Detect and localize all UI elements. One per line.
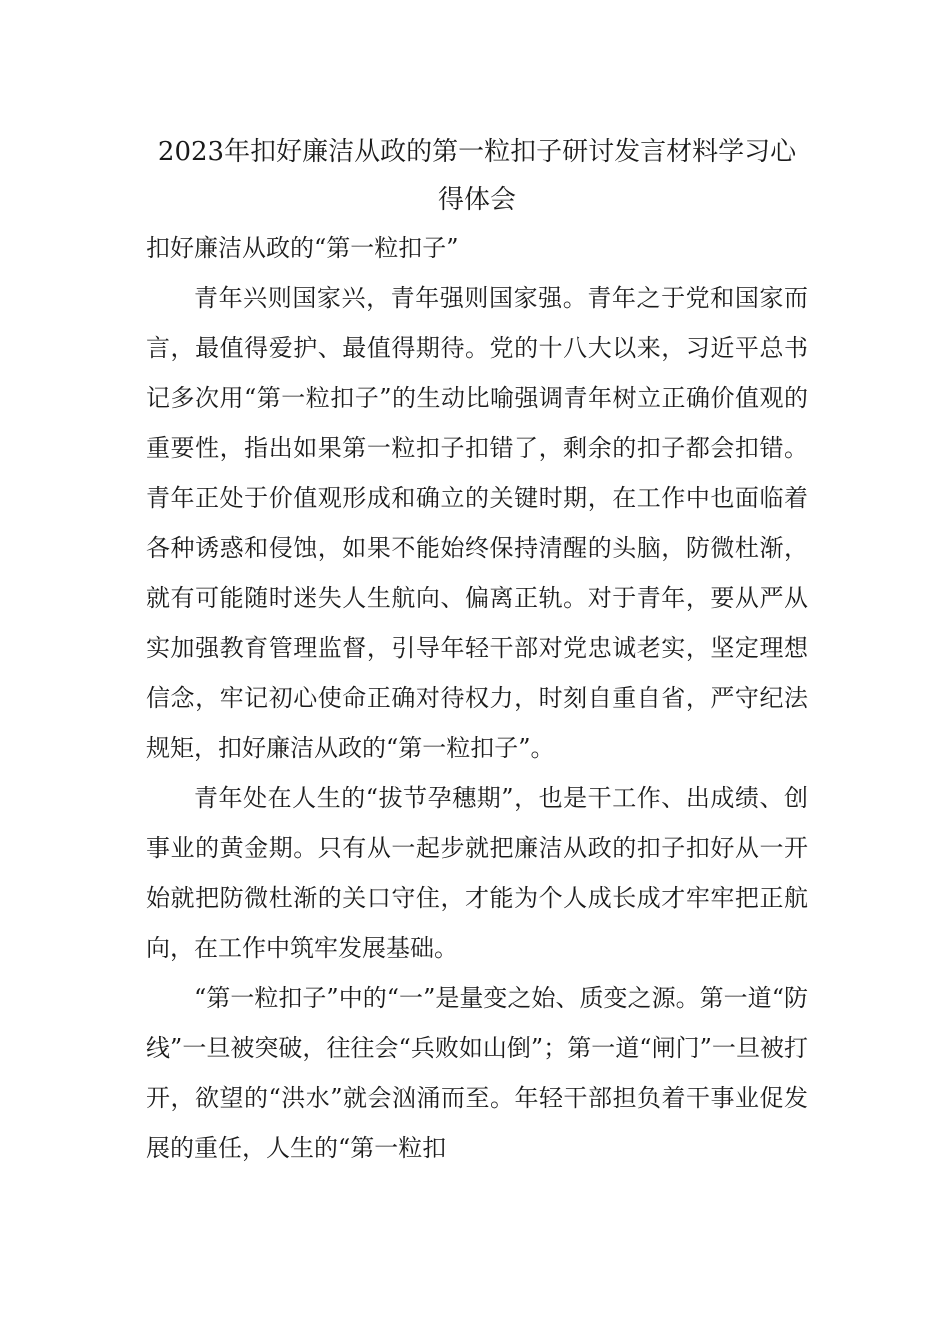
document-subtitle: 扣好廉洁从政的“第一粒扣子” — [146, 234, 459, 262]
paragraph-3: “第一粒扣子”中的“一”是量变之始、质变之源。第一道“防线”一旦被突破，往往会“兵败如山倒”；第一道“闸门”一旦被打开，欲望的“洪水”就会汹涌而至。年轻干部担负着干事业促发展的重任，人生的“第一粒扣 — [146, 984, 808, 1162]
paragraph-2: 青年处在人生的“拔节孕穗期”，也是干工作、出成绩、创事业的黄金期。只有从一起步就把廉洁从政的扣子扣好从一开始就把防微杜渐的关口守住，才能为个人成长成才牢牢把正航向，在工作中筑牢发展基础。 — [146, 784, 808, 962]
document-title: 2023年扣好廉洁从政的第一粒扣子研讨发言材料学习心得体会 — [157, 137, 797, 215]
paragraph-1: 青年兴则国家兴，青年强则国家强。青年之于党和国家而言，最值得爱护、最值得期待。党的十八大以来，习近平总书记多次用“第一粒扣子”的生动比喻强调青年树立正确价值观的重要性，指出如果第一粒扣子扣错了，剩余的扣子都会扣错。青年正处于价值观形成和确立的关键时期，在工作中也面临着各种诱惑和侵蚀，如果不能始终保持清醒的头脑，防微杜渐，就有可能随时迷失人生航向、偏离正轨。对于青年，要从严从实加强教育管理监督，引导年轻干部对党忠诚老实，坚定理想信念，牢记初心使命正确对待权力，时刻自重自省，严守纪法规矩，扣好廉洁从政的“第一粒扣子”。 — [146, 284, 808, 762]
document-page — [146, 128, 808, 1173]
